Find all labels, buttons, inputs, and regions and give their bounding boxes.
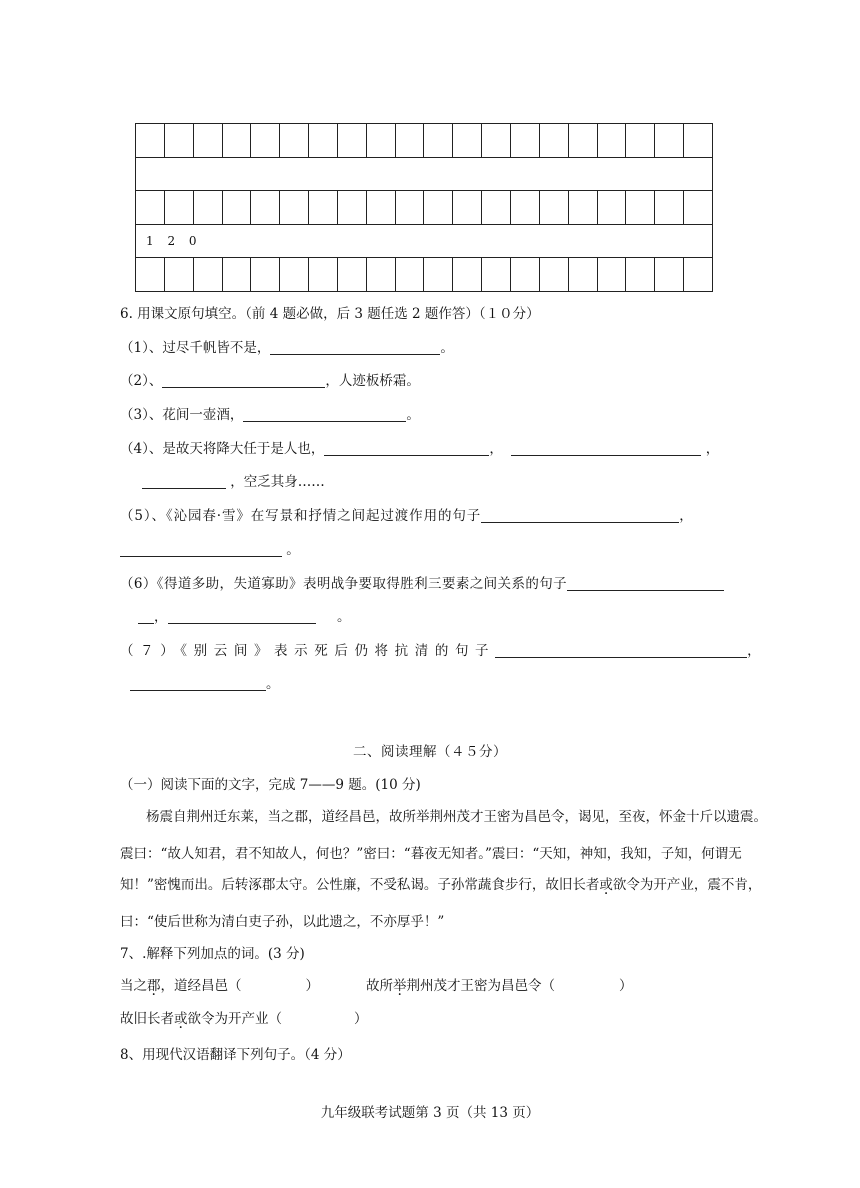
q6-item-2: （2）、 ，人迹板桥霜。 [120, 373, 420, 389]
answer-blank[interactable] [246, 609, 316, 624]
passage-line-4: 曰：“使后世称为清白吏子孙，以此遗之，不亦厚乎！” [120, 914, 445, 930]
passage-line-2: 震曰：“故人知君，君不知故人，何也？”密曰：“暮夜无知者。”震曰：“天知，神知，我知，子知，何谓无 [120, 846, 742, 862]
composition-grid [135, 123, 713, 292]
grid-row [135, 257, 713, 292]
q6-item-4: （4）、是故天将降大任于是人也， ， ， [120, 441, 720, 457]
grid-row [135, 190, 713, 224]
section-title: 二、阅读理解（４５分） [353, 744, 507, 760]
q6-item-5-cont: 。 [120, 538, 740, 558]
answer-blank[interactable] [511, 441, 621, 456]
q6-item-3: （3）、花间一壶酒， 。 [120, 407, 420, 423]
passage-line-1: 杨震自荆州迁东莱，当之郡，道经昌邑，故所举荆州茂才王密为昌邑令，谒见，至夜，怀金十斤以遗震。 [146, 809, 767, 825]
q6-item-1: （1）、过尽千帆皆不是， 。 [120, 340, 454, 356]
answer-blank[interactable] [247, 373, 325, 388]
answer-blank[interactable] [243, 407, 328, 422]
q6-title: 6. 用课文原句填空。（前 4 题必做，后 3 题任选 2 题作答）（１０分） [120, 306, 540, 322]
q6-item-7: （７）《别云间》表示死后仍将抗清的句子 ， [120, 643, 768, 659]
q7-item-b: 故所举荆州茂才王密为昌邑令（ ） [366, 978, 633, 994]
dotted-char: 或 [599, 877, 613, 893]
dotted-char: 郡 [147, 978, 161, 994]
answer-blank[interactable] [168, 609, 246, 624]
answer-blank[interactable] [270, 340, 380, 355]
answer-blank[interactable] [324, 441, 489, 456]
answer-blank[interactable] [380, 340, 440, 355]
part1-title: （一）阅读下面的文字，完成 7——9 题。(10 分) [120, 777, 421, 793]
answer-blank[interactable] [130, 676, 208, 691]
answer-blank[interactable] [138, 609, 154, 624]
answer-blank[interactable] [495, 643, 661, 658]
dotted-char: 举 [393, 978, 407, 994]
grid-row [135, 123, 713, 157]
answer-blank[interactable] [208, 676, 266, 691]
q6-item-4-cont: ，空乏其身…… [142, 470, 762, 490]
q7-item-c: 故旧长者或欲令为开产业（ ） [120, 1011, 368, 1027]
passage-line-3: 知！”密愧而出。后转涿郡太守。公性廉，不受私谒。子孙常蔬食步行，故旧长者或欲令为开产业，震不肯， [120, 877, 762, 893]
grid-marker-row: 1 2 0 [135, 224, 713, 257]
grid-gap-row [135, 157, 713, 190]
dotted-char: 或 [174, 1011, 188, 1027]
answer-blank[interactable] [599, 508, 679, 523]
q7-item-a: 当之郡，道经昌邑（ ） [120, 978, 319, 994]
q6-item-6-cont: ， 。 [138, 605, 758, 625]
q8-title: 8、用现代汉语翻译下列句子。（4 分） [120, 1047, 351, 1063]
answer-blank[interactable] [162, 373, 247, 388]
q6-item-5: （5）、《沁园春·雪》在写景和抒情之间起过渡作用的句子 ， [120, 508, 694, 524]
answer-blank[interactable] [567, 576, 662, 591]
q7-title: 7、.解释下列加点的词。(3 分) [120, 946, 305, 962]
q6-item-6: （6）《得道多助，失道寡助》表明战争要取得胜利三要素之间关系的句子 [120, 572, 740, 592]
answer-blank[interactable] [662, 576, 724, 591]
answer-blank[interactable] [328, 407, 406, 422]
answer-blank[interactable] [481, 508, 599, 523]
page-footer: 九年级联考试题第 3 页（共 13 页） [320, 1105, 540, 1121]
answer-blank[interactable] [120, 542, 200, 557]
answer-blank[interactable] [200, 542, 282, 557]
answer-blank[interactable] [661, 643, 747, 658]
q6-item-7-cont: 。 [130, 672, 750, 692]
answer-blank[interactable] [142, 474, 226, 489]
answer-blank[interactable] [621, 441, 701, 456]
